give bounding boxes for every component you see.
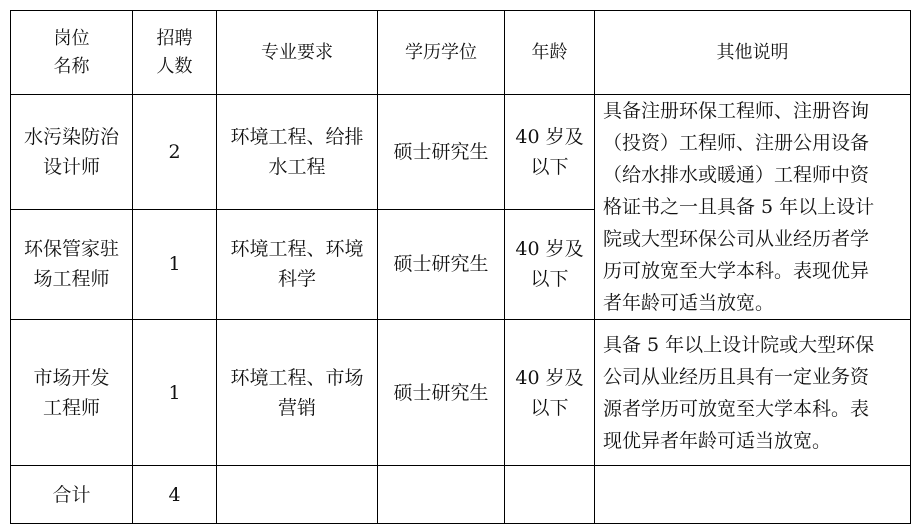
total-label-cell: 合计 <box>11 466 133 524</box>
header-age: 年龄 <box>505 11 595 95</box>
total-row <box>11 466 911 524</box>
empty-cell <box>505 466 595 524</box>
header-other-notes: 其他说明 <box>595 11 911 95</box>
header-degree: 学历学位 <box>378 11 505 95</box>
degree-cell: 硕士研究生 <box>378 209 505 319</box>
header-row <box>11 11 911 95</box>
headcount-cell: 1 <box>133 320 217 466</box>
table-row <box>11 320 911 466</box>
headcount-cell: 2 <box>133 95 217 210</box>
position-name-cell: 环保管家驻 场工程师 <box>11 209 133 319</box>
notes-cell: 具备注册环保工程师、注册咨询 （投资）工程师、注册公用设备 （给水排水或暖通）工程师中资 格证书之一且具备 5 年以上设计 院或大型环保公司从业经历者学 历可放宽至大学本科。表现优异 者年龄可适当放宽。 <box>595 95 911 320</box>
header-headcount: 招聘 人数 <box>133 11 217 95</box>
age-cell: 40 岁及 以下 <box>505 209 595 319</box>
recruitment-table <box>10 10 911 524</box>
age-cell: 40 岁及 以下 <box>505 320 595 466</box>
notes-cell: 具备 5 年以上设计院或大型环保 公司从业经历且具有一定业务资 源者学历可放宽至大学本科。表 现优异者年龄可适当放宽。 <box>595 320 911 466</box>
position-name-cell: 水污染防治 设计师 <box>11 95 133 210</box>
table-row <box>11 95 911 210</box>
header-major: 专业要求 <box>217 11 378 95</box>
degree-cell: 硕士研究生 <box>378 320 505 466</box>
recruitment-table-wrapper <box>10 10 911 524</box>
total-count-cell: 4 <box>133 466 217 524</box>
major-cell: 环境工程、环境 科学 <box>217 209 378 319</box>
age-cell: 40 岁及 以下 <box>505 95 595 210</box>
major-cell: 环境工程、给排 水工程 <box>217 95 378 210</box>
empty-cell <box>217 466 378 524</box>
headcount-cell: 1 <box>133 209 217 319</box>
header-position-name: 岗位 名称 <box>11 11 133 95</box>
position-name-cell: 市场开发 工程师 <box>11 320 133 466</box>
empty-cell <box>378 466 505 524</box>
degree-cell: 硕士研究生 <box>378 95 505 210</box>
major-cell: 环境工程、市场 营销 <box>217 320 378 466</box>
empty-cell <box>595 466 911 524</box>
